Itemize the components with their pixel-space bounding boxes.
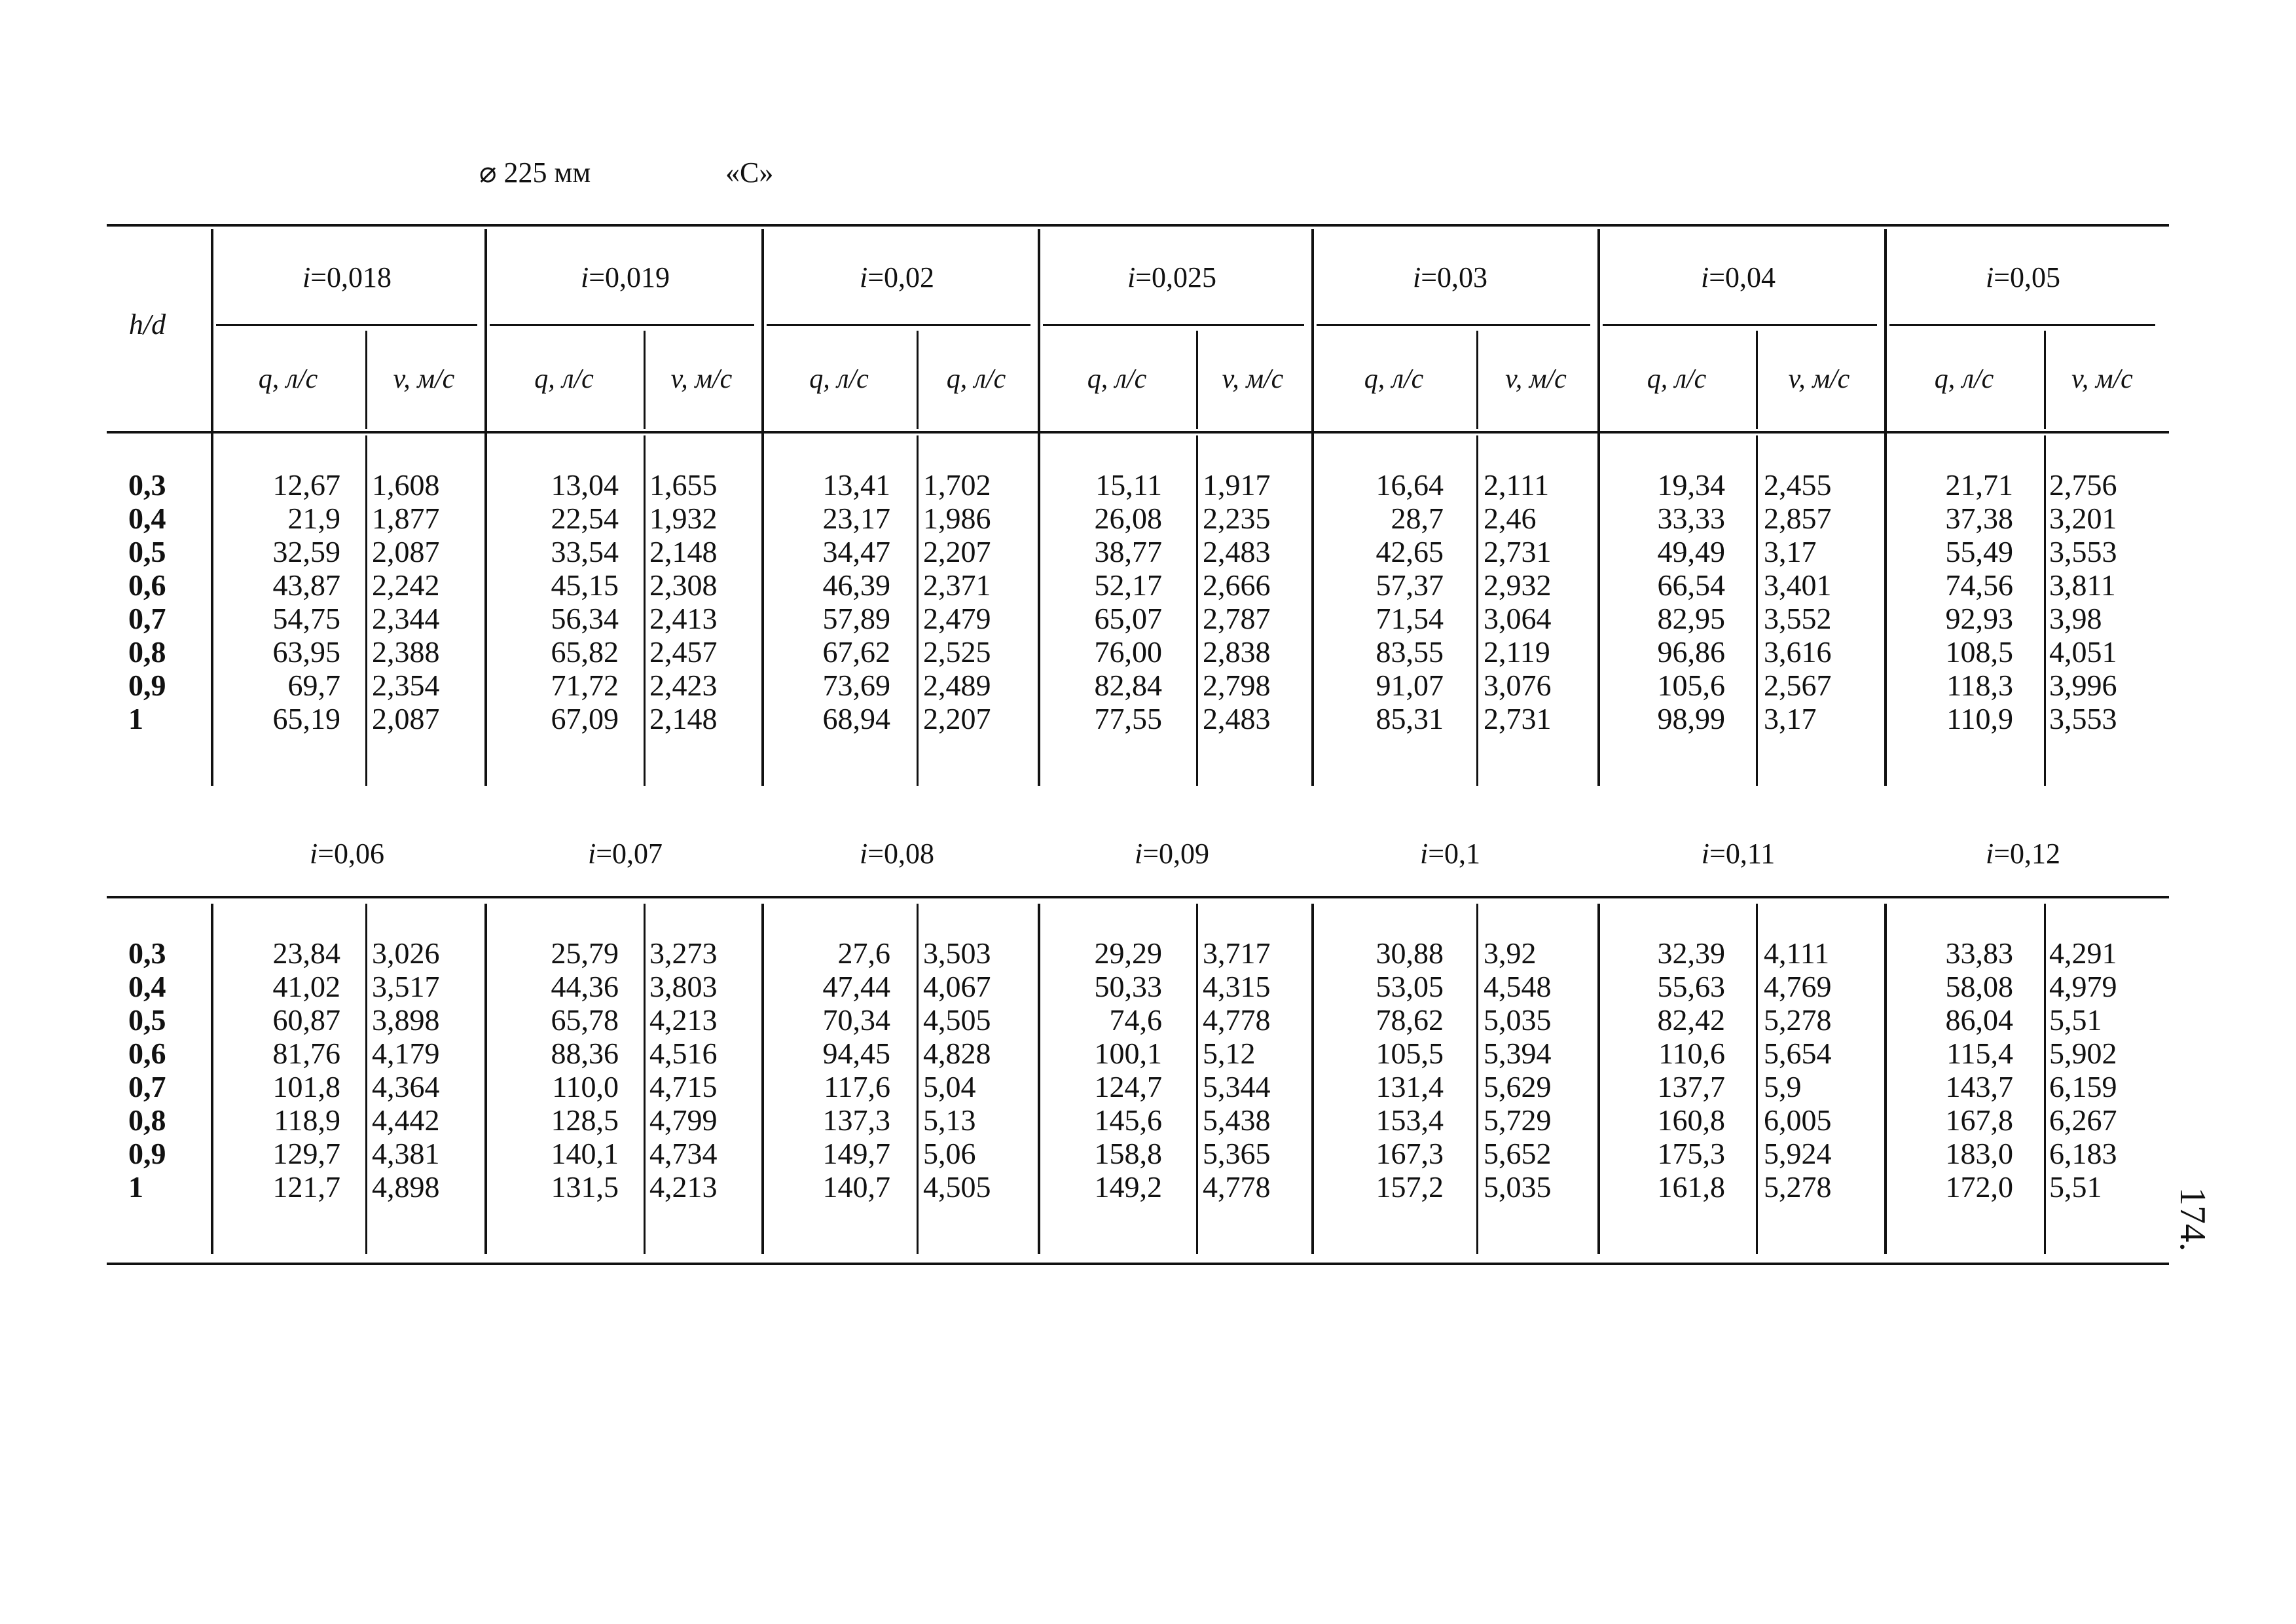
table2-v-column: 4,291 4,979 5,51 5,902 6,159 6,267 6,183 5,51: [2049, 936, 2117, 1204]
table1-subheader-q: q, л/с: [1364, 364, 1424, 394]
table2-q-column: 23,84 41,02 60,87 81,76 101,8 118,9 129,7 121,7: [272, 936, 340, 1204]
table2-slope-label: i=0,06: [309, 838, 385, 870]
table2-row-labels: 0,3 0,4 0,5 0,6 0,7 0,8 0,9 1: [128, 936, 166, 1204]
table1-column-divider: [917, 435, 919, 786]
table1-v-column: 2,455 2,857 3,17 3,401 3,552 3,616 2,567 3,17: [1764, 468, 1832, 735]
table1-group-rule: [490, 324, 754, 326]
table1-column-divider: [1756, 331, 1758, 429]
table1-q-column: 13,04 22,54 33,54 45,15 56,34 65,82 71,72 67,09: [551, 468, 619, 735]
table1-subheader-q: q, л/с: [534, 364, 594, 394]
table2-column-divider: [1756, 904, 1758, 1254]
table1-column-divider: [1476, 435, 1478, 786]
table2-column-divider: [365, 904, 367, 1254]
table1-subheader-q: q, л/с: [1647, 364, 1707, 394]
table1-header-rule: [107, 431, 2169, 434]
table1-column-divider: [1756, 435, 1758, 786]
table1-column-divider: [2044, 331, 2046, 429]
table1-group-rule: [767, 324, 1030, 326]
table2-q-column: 29,29 50,33 74,6 100,1 124,7 145,6 158,8 149,2: [1094, 936, 1162, 1204]
pipe-series: «С»: [725, 157, 774, 189]
table1-v-column: 2,756 3,201 3,553 3,811 3,98 4,051 3,996 3,553: [2049, 468, 2117, 735]
table2-column-divider: [1476, 904, 1478, 1254]
table1-subheader-q: q, л/с: [1087, 364, 1147, 394]
table2-v-column: 3,92 4,548 5,035 5,394 5,629 5,729 5,652 5,035: [1484, 936, 1552, 1204]
table2-q-column: 25,79 44,36 65,78 88,36 110,0 128,5 140,1 131,5: [551, 936, 619, 1204]
table1-slope-label: i=0,03: [1412, 261, 1488, 293]
page-number: 174.: [2172, 1187, 2213, 1251]
table1-group-rule: [1317, 324, 1590, 326]
table2-column-divider: [644, 904, 646, 1254]
table1-slope-label: i=0,04: [1700, 261, 1776, 293]
table1-subheader-q: q, л/с: [1934, 364, 1994, 394]
table2-v-column: 4,111 4,769 5,278 5,654 5,9 6,005 5,924 5,278: [1764, 936, 1832, 1204]
table1-column-divider: [365, 435, 367, 786]
row-header: h/d: [128, 308, 166, 341]
table2-v-column: 3,273 3,803 4,213 4,516 4,715 4,799 4,734 4,213: [649, 936, 718, 1204]
table1-v-column: 1,917 2,235 2,483 2,666 2,787 2,838 2,798 2,483: [1203, 468, 1271, 735]
table1-subheader-q: q, л/с: [258, 364, 318, 394]
table1-group-rule: [216, 324, 477, 326]
table1-column-divider: [365, 331, 367, 429]
table1-column-divider: [2044, 435, 2046, 786]
table1-column-divider: [917, 331, 919, 429]
table2-column-divider: [917, 904, 919, 1254]
table1-subheader-v: v, м/с: [1505, 364, 1567, 394]
table1-q-column: 19,34 33,33 49,49 66,54 82,95 96,86 105,6 98,99: [1657, 468, 1725, 735]
table2-v-column: 3,503 4,067 4,505 4,828 5,04 5,13 5,06 4,505: [923, 936, 991, 1204]
table1-subheader-v: v, м/с: [1222, 364, 1284, 394]
table2-column-divider: [2044, 904, 2046, 1254]
table2-q-column: 32,39 55,63 82,42 110,6 137,7 160,8 175,3 161,8: [1657, 936, 1725, 1204]
table1-slope-label: i=0,025: [1127, 261, 1217, 293]
table1-slope-label: i=0,019: [580, 261, 670, 293]
table1-subheader-v: v, м/с: [670, 364, 733, 394]
table1-v-column: 2,111 2,46 2,731 2,932 3,064 2,119 3,076 2,731: [1484, 468, 1552, 735]
table2-q-column: 30,88 53,05 78,62 105,5 131,4 153,4 167,3 157,2: [1376, 936, 1444, 1204]
table1-top-rule: [107, 224, 2169, 227]
table1-subheader-v: v, м/с: [2071, 364, 2133, 394]
table1-q-column: 13,41 23,17 34,47 46,39 57,89 67,62 73,69 68,94: [822, 468, 890, 735]
pipe-diameter: ⌀ 225 мм: [479, 157, 591, 189]
table1-v-column: 1,655 1,932 2,148 2,308 2,413 2,457 2,423 2,148: [649, 468, 718, 735]
table1-column-divider: [1476, 331, 1478, 429]
table1-row-labels: 0,3 0,4 0,5 0,6 0,7 0,8 0,9 1: [128, 468, 166, 735]
table1-slope-label: i=0,05: [1985, 261, 2061, 293]
table1-subheader-q: q, л/с: [809, 364, 869, 394]
table1-q-column: 21,71 37,38 55,49 74,56 92,93 108,5 118,3 110,9: [1945, 468, 2013, 735]
table2-q-column: 33,83 58,08 86,04 115,4 143,7 167,8 183,0 172,0: [1945, 936, 2013, 1204]
table1-column-divider: [644, 435, 646, 786]
table1-group-rule: [1043, 324, 1304, 326]
table1-q-column: 16,64 28,7 42,65 57,37 71,54 83,55 91,07 85,31: [1376, 468, 1444, 735]
table2-slope-label: i=0,08: [859, 838, 935, 870]
table2-slope-label: i=0,09: [1134, 838, 1210, 870]
table1-slope-label: i=0,018: [302, 261, 392, 293]
table1-column-divider: [1196, 435, 1198, 786]
table1-q-column: 15,11 26,08 38,77 52,17 65,07 76,00 82,84 77,55: [1094, 468, 1162, 735]
table1-v-column: 1,608 1,877 2,087 2,242 2,344 2,388 2,354 2,087: [372, 468, 440, 735]
table2-top-rule: [107, 896, 2169, 898]
table2-slope-label: i=0,1: [1419, 838, 1481, 870]
table1-group-rule: [1889, 324, 2155, 326]
table2-v-column: 3,717 4,315 4,778 5,12 5,344 5,438 5,365 4,778: [1203, 936, 1271, 1204]
table2-slope-label: i=0,11: [1701, 838, 1776, 870]
table1-column-divider: [644, 331, 646, 429]
table2-column-divider: [1196, 904, 1198, 1254]
table1-column-divider: [1196, 331, 1198, 429]
table1-subheader-v: q, л/с: [946, 364, 1006, 394]
table2-q-column: 27,6 47,44 70,34 94,45 117,6 137,3 149,7 140,7: [822, 936, 890, 1204]
table2-bottom-rule: [107, 1263, 2169, 1265]
table2-slope-label: i=0,07: [587, 838, 663, 870]
table1-group-rule: [1603, 324, 1877, 326]
table1-q-column: 12,67 21,9 32,59 43,87 54,75 63,95 69,7 65,19: [272, 468, 340, 735]
table2-v-column: 3,026 3,517 3,898 4,179 4,364 4,442 4,381 4,898: [372, 936, 440, 1204]
table1-v-column: 1,702 1,986 2,207 2,371 2,479 2,525 2,489 2,207: [923, 468, 991, 735]
table1-subheader-v: v, м/с: [393, 364, 455, 394]
table1-subheader-v: v, м/с: [1788, 364, 1850, 394]
table2-slope-label: i=0,12: [1985, 838, 2061, 870]
table1-slope-label: i=0,02: [859, 261, 935, 293]
